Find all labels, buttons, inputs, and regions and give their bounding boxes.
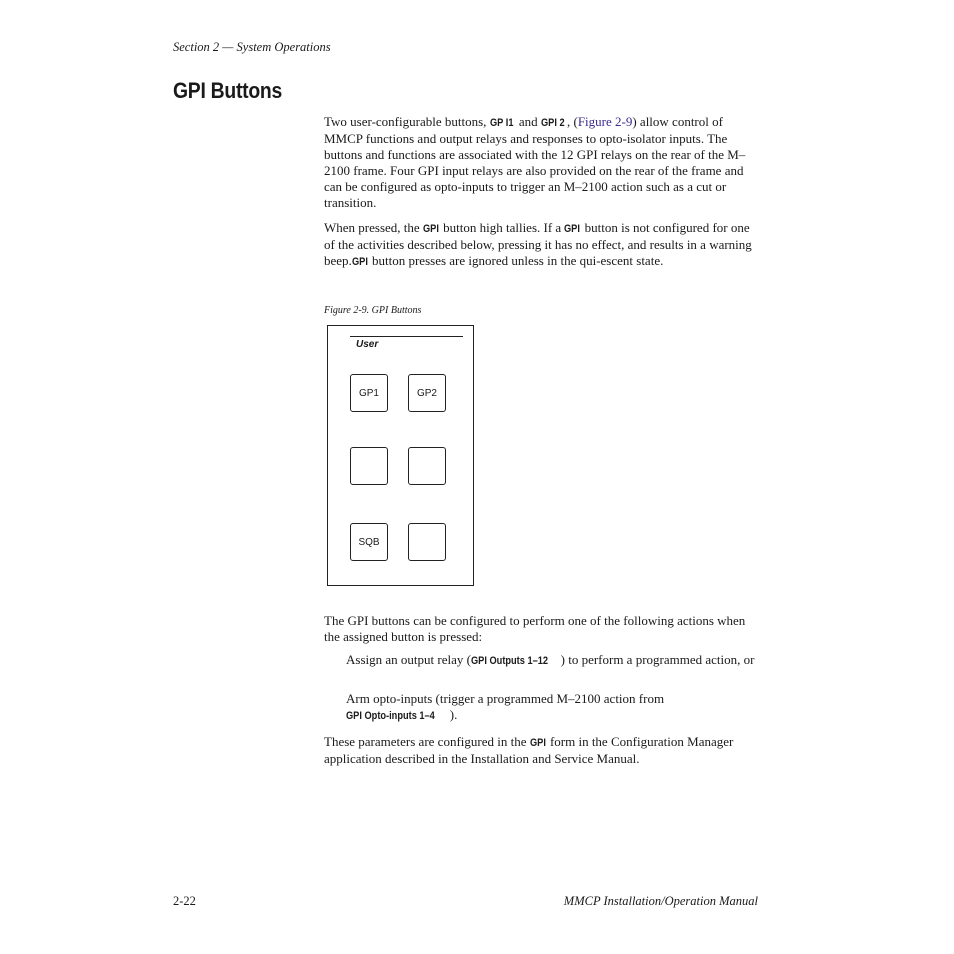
gp1-button[interactable]: GP1 — [350, 374, 388, 412]
keyword-gpi1: GP I1 — [489, 117, 514, 129]
blank-button[interactable] — [350, 447, 388, 485]
running-header: Section 2 — System Operations — [173, 40, 331, 54]
text: button presses are ignored unless in the qui-escent state. — [368, 253, 664, 268]
text: button is not configured for one of the activities described below, pressing it has no effect, and results in a warning beep. — [324, 220, 752, 268]
actions-intro-paragraph: The GPI buttons can be configured to perform one of the following actions when the assigned button is pressed: — [324, 613, 746, 644]
section-title: GPI Buttons — [173, 78, 282, 103]
keyword-gpi: GPI — [564, 223, 581, 235]
text: These parameters are configured in the — [324, 734, 530, 749]
sqb-button[interactable]: SQB — [350, 523, 388, 561]
gpi-button-panel — [327, 325, 474, 586]
text: ) to perform a programmed action, or — [560, 652, 755, 667]
action-item-relay — [346, 652, 758, 669]
keyword-gpi: GPI — [422, 223, 439, 235]
keyword-gpi: GPI — [529, 737, 546, 749]
text: ) allow control of MMCP functions and output relays and responses to opto-isolator inputs. The buttons and functions are associated with the 12 GPI relays on the rear of the M–2100 frame. Four GPI input relays are also provided on the rear of the frame and can be configured as opto-inputs to trigger an M–2100 action such as a cut or transition. — [324, 114, 746, 210]
text: button high tallies. If a — [439, 220, 565, 235]
panel-divider — [350, 336, 463, 337]
text: Assign an output relay ( — [346, 652, 471, 667]
gp2-button[interactable]: GP2 — [408, 374, 446, 412]
tally-paragraph — [324, 220, 758, 270]
page-number: 2-22 — [173, 894, 196, 908]
text: , ( — [566, 114, 578, 129]
panel-label: User — [356, 339, 379, 350]
intro-paragraph — [324, 114, 758, 211]
text: When pressed, the — [324, 220, 423, 235]
figure-caption: Figure 2-9. GPI Buttons — [324, 305, 422, 316]
keyword-gpi2: GPI 2 — [540, 117, 565, 129]
action-item-opto — [346, 691, 758, 724]
text: form in the Configuration Manager application described in the Installation and Service Manual. — [324, 734, 734, 766]
text: Arm opto-inputs (trigger a programmed M–2100 action from — [346, 691, 665, 706]
blank-button[interactable] — [408, 523, 446, 561]
figure-link[interactable]: Figure 2-9 — [577, 114, 633, 129]
text: Two user-configurable buttons, — [324, 114, 490, 129]
manual-title: MMCP Installation/Operation Manual — [563, 894, 758, 908]
blank-button[interactable] — [408, 447, 446, 485]
keyword-gpi-outputs: GPI Outputs 1–12 — [470, 655, 548, 667]
text: and — [515, 114, 541, 129]
keyword-gpi: GPI — [351, 256, 368, 268]
keyword-gpi-opto-inputs: GPI Opto-inputs 1–4 — [346, 710, 435, 722]
configuration-paragraph — [324, 734, 758, 767]
text: ). — [449, 707, 458, 722]
